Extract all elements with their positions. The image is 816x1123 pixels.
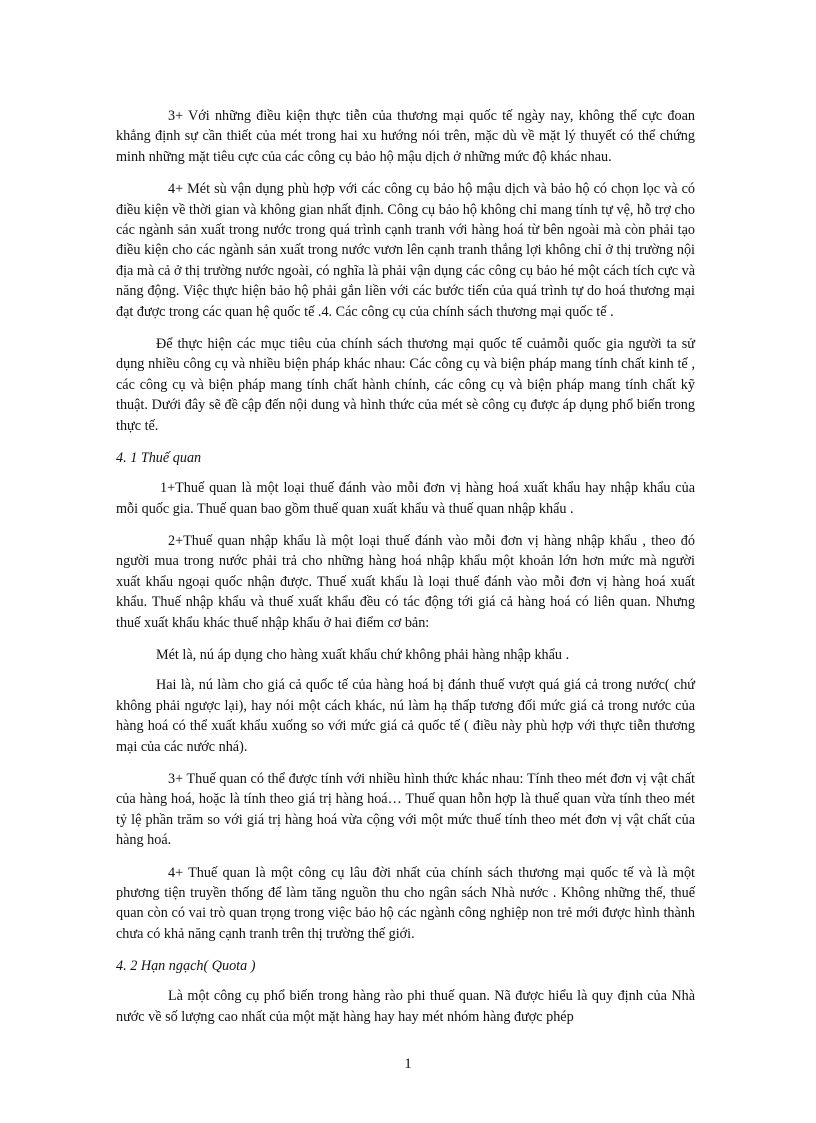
paragraph-4: 1+Thuế quan là một loại thuế đánh vào mỗi đơn vị hàng hoá xuất khẩu hay nhập khẩu của mỗi quốc gia. Thuế quan bao gồm thuế quan xuất khẩu và thuế quan nhập khẩu .: [116, 480, 695, 517]
section-heading-tariff: 4. 1 Thuế quan: [116, 450, 202, 467]
section-heading-quota: 4. 2 Hạn ngạch( Quota ): [116, 958, 256, 975]
paragraph-9: 4+ Thuế quan là một công cụ lâu đời nhất của chính sách thương mại quốc tế và là một phương tiện truyền thống để làm tăng nguồn thu cho ngân sách Nhà nước . Không những thế, thuế quan còn có vai trò quan trọng trong việc bảo hộ các ngành công nghiệp non trẻ mới được hình thành chưa có khả năng cạnh tranh trên thị trường thế giới.: [116, 864, 695, 942]
page-number: 1: [404, 1056, 412, 1072]
paragraph-7: Hai là, nú làm cho giá cả quốc tế của hàng hoá bị đánh thuế vượt quá giá cả trong nước( chứ không phải ngược lại), hay nói một cách khác, nú làm hạ thấp tương đối mức giá cả trong nước của hàng hoá có thể xuất khẩu xuống so với mức giá cả quốc tế ( điều này phù hợp với thực tiễn thương mại của các nước nhá).: [116, 677, 695, 755]
paragraph-5: 2+Thuế quan nhập khẩu là một loại thuế đánh vào mỗi đơn vị hàng nhập khẩu , theo đó người mua trong nước phải trả cho những hàng hoá nhập khẩu một khoản lớn hơn mức mà người xuất khẩu ngoại quốc nhận được. Thuế xuất khẩu là loại thuế đánh vào mỗi đơn vị hàng hoá xuất khẩu. Thuế nhập khẩu và thuế xuất khẩu đều có tác động tới giá cả hàng hoá có liên quan. Nhưng thuế xuất khẩu khác thuế nhập khẩu ở hai điểm cơ bản:: [116, 532, 695, 631]
paragraph-6: Mét là, nú áp dụng cho hàng xuất khẩu chứ không phải hàng nhập khẩu .: [156, 646, 570, 663]
paragraph-8: 3+ Thuế quan có thể được tính với nhiều hình thức khác nhau: Tính theo mét đơn vị vật chất của hàng hoá, hoặc là tính theo giá trị hàng hoá… Thuế quan hỗn hợp là thuế quan vừa tính theo mét tỷ lệ phần trăm so với giá trị hàng hoá vừa cộng với một mức thuế tính theo mét đơn vị vật chất của hàng hoá.: [116, 770, 695, 849]
paragraph-2: 4+ Mét sù vận dụng phù hợp với các công cụ bảo hộ mậu dịch và bảo hộ có chọn lọc và có điều kiện về thời gian và không gian nhất định. Công cụ bảo hộ không chỉ mang tính tự vệ, hỗ trợ cho các ngành sản xuất trong nước trong quá trình cạnh tranh với hàng hoá từ bên ngoài mà còn phải tạo điều kiện cho các ngành sản xuất trong nước vươn lên cạnh tranh thắng lợi không chỉ ở thị trường nội địa mà cả ở thị trường nước ngoài, có nghĩa là phải vận dụng các công cụ bảo hé một cách tích cực và năng động. Việc thực hiện bảo hộ phải gắn liền với các bước tiến của quá trình tự do hoá thương mại đạt được trong các quan hệ quốc tế .4. Các công cụ của chính sách thương mại quốc tế .: [116, 181, 695, 320]
document-body: [116, 106, 695, 1039]
paragraph-3: Để thực hiện các mục tiêu của chính sách thương mại quốc tế cuảmỗi quốc gia người ta sử dụng nhiều công cụ và nhiều biện pháp khác nhau: Các công cụ và biện pháp mang tính chất kinh tế , các công cụ và biện pháp mang tính chất hành chính, các công cụ và biện pháp mang tính chất kỹ thuật. Dưới đây sẽ đề cập đến nội dung và hình thức của mét sè công cụ được áp dụng phổ biến trong thực tế.: [116, 336, 695, 434]
paragraph-1: 3+ Với những điều kiện thực tiễn của thương mại quốc tế ngày nay, không thể cực đoan khẳng định sự cần thiết của mét trong hai xu hướng nói trên, mặc dù về mặt lý thuyết có thể chứng minh những mặt tiêu cực của các công cụ bảo hộ mậu dịch ở những mức độ khác nhau.: [116, 108, 695, 165]
paragraph-10: Là một công cụ phổ biến trong hàng rào phi thuế quan. Nã được hiểu là quy định của Nhà nước về số lượng cao nhất của một mặt hàng hay hay mét nhóm hàng được phép: [116, 988, 695, 1025]
